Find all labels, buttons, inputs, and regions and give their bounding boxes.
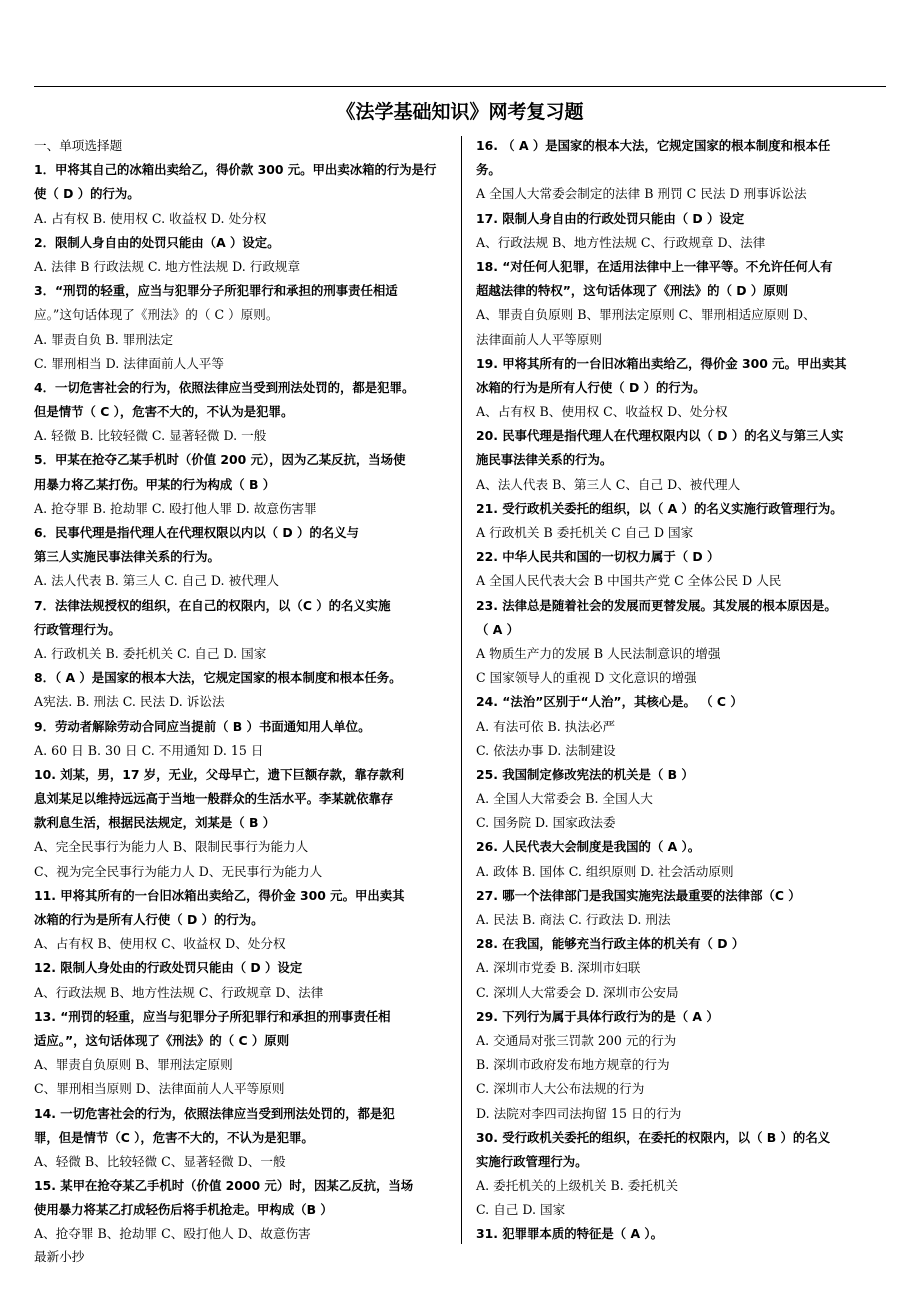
text-line: A 行政机关 B 委托机关 C 自己 D 国家 [476, 525, 694, 540]
text-line: 施民事法律关系的行为。 [476, 452, 613, 468]
text-line: 但是情节（ C ），危害不大的，不认为是犯罪。 [34, 404, 294, 420]
top-rule [34, 86, 886, 87]
text-line: A. 罪责自负 B. 罪刑法定 [34, 331, 174, 347]
text-line: A、行政法规 B、地方性法规 C、行政规章 D、法律 [34, 984, 324, 1000]
text-line: 31. 犯罪罪本质的特征是（ A ）。 [476, 1226, 663, 1242]
text-line: A宪法. B. 刑法 C. 民法 D. 诉讼法 [34, 694, 225, 710]
text-line: A、轻微 B、比较轻微 C、显著轻微 D、一般 [34, 1153, 286, 1169]
text-line: A、罪责自负原则 B、罪刑法定原则 [34, 1057, 233, 1073]
text-line: 2．限制人身自由的处罚只能由（A ）设定。 [34, 234, 280, 250]
text-line: A. 行政机关 B. 委托机关 C. 自己 D. 国家 [34, 645, 267, 661]
text-line: 1．甲将其自己的冰箱出卖给乙，得价款 300 元。甲出卖冰箱的行为是行 [34, 162, 437, 178]
text-line: 30. 受行政机关委托的组织，在委托的权限内，以（ B ）的名义 [476, 1129, 831, 1145]
text-line: 实施行政管理行为。 [476, 1153, 588, 1169]
text-line: A. 法人代表 B. 第三人 C. 自己 D. 被代理人 [34, 573, 279, 589]
text-line: A. 60 日 B. 30 日 C. 不用通知 D. 15 日 [34, 742, 264, 758]
text-line: 29. 下列行为属于具体行政行为的是（ A ） [476, 1008, 719, 1024]
text-line: 法律面前人人平等原则 [476, 331, 602, 347]
text-line: A 全国人大常委会制定的法律 B 刑罚 C 民法 D 刑事诉讼法 [476, 186, 807, 202]
left-column [34, 134, 460, 1247]
text-line: A 全国人民代表大会 B 中国共产党 C 全体公民 D 人民 [476, 573, 782, 589]
text-line: A. 法律 B 行政法规 C. 地方性法规 D. 行政规章 [34, 258, 301, 274]
text-line: A. 有法可依 B. 执法必严 [476, 718, 616, 734]
text-line: 6．民事代理是指代理人在代理权限以内以（ D ）的名义与 [34, 525, 359, 540]
text-line: A. 深圳市党委 B. 深圳市妇联 [476, 960, 641, 976]
text-line: 一、单项选择题 [34, 138, 123, 153]
right-column [476, 134, 896, 1247]
text-line: A. 占有权 B. 使用权 C. 收益权 D. 处分权 [34, 210, 267, 226]
text-line: A. 政体 B. 国体 C. 组织原则 D. 社会活动原则 [476, 863, 734, 879]
text-line: 罪，但是情节（C ），危害不大的，不认为是犯罪。 [34, 1129, 314, 1145]
text-line: 应。”这句话体现了《刑法》的（ C ）原则。 [34, 307, 279, 323]
text-line: 息刘某足以维持远远高于当地一般群众的生活水平。李某就依靠存 [34, 791, 394, 807]
text-line: 7．法律法规授权的组织，在自己的权限内，以（C ）的名义实施 [34, 597, 391, 613]
text-line: C、罪刑相当原则 D、法律面前人人平等原则 [34, 1081, 285, 1097]
text-line: 4．一切危害社会的行为，依照法律应当受到刑法处罚的，都是犯罪。 [34, 379, 415, 395]
text-line: 5．甲某在抢夺乙某手机时（价值 200 元），因为乙某反抗，当场使 [34, 452, 406, 468]
page-footer: 最新小抄 [34, 1249, 85, 1264]
text-line: （ A ） [476, 621, 519, 637]
text-line: 25. 我国制定修改宪法的机关是（ B ） [476, 766, 694, 782]
text-line: A. 交通局对张三罚款 200 元的行为 [476, 1032, 677, 1048]
text-line: A 物质生产力的发展 B 人民法制意识的增强 [476, 645, 721, 661]
text-line: 28. 在我国，能够充当行政主体的机关有（ D ） [476, 936, 745, 952]
text-line: D. 法院对李四司法拘留 15 日的行为 [476, 1105, 682, 1121]
text-line: C. 自己 D. 国家 [476, 1202, 566, 1218]
text-line: A、占有权 B、使用权 C、收益权 D、处分权 [476, 404, 728, 420]
text-line: C. 国务院 D. 国家政法委 [476, 815, 616, 831]
text-line: 18. “对任何人犯罪，在适用法律中上一律平等。不允许任何人有 [476, 258, 833, 274]
document-title: 《法学基础知识》网考复习题 [336, 101, 584, 123]
text-line: A、完全民事行为能力人 B、限制民事行为能力人 [34, 839, 309, 855]
text-line: 10. 刘某，男，17 岁，无业，父母早亡，遗下巨额存款，靠存款利 [34, 766, 404, 782]
text-line: 26. 人民代表大会制度是我国的（ A ）。 [476, 839, 701, 855]
text-line: 冰箱的行为是所有人行使（ D ）的行为。 [476, 379, 706, 395]
text-line: 16. （ A ）是国家的根本大法，它规定国家的根本制度和根本任 [476, 138, 831, 153]
text-line: 11. 甲将其所有的一台旧冰箱出卖给乙，得价金 300 元。甲出卖其 [34, 887, 405, 903]
text-line: 务。 [476, 162, 501, 178]
text-line: B. 深圳市政府发布地方规章的行为 [476, 1057, 670, 1073]
text-line: A. 轻微 B. 比较轻微 C. 显著轻微 D. 一般 [34, 428, 267, 444]
text-line: A、法人代表 B、第三人 C、自己 D、被代理人 [476, 476, 741, 492]
text-line: A、行政法规 B、地方性法规 C、行政规章 D、法律 [476, 234, 766, 250]
text-line: C、视为完全民事行为能力人 D、无民事行为能力人 [34, 863, 323, 879]
text-line: 行政管理行为。 [34, 621, 121, 637]
text-line: C 国家领导人的重视 D 文化意识的增强 [476, 670, 697, 686]
text-line: 冰箱的行为是所有人行使（ D ）的行为。 [34, 912, 264, 927]
text-line: 20. 民事代理是指代理人在代理权限内以（ D ）的名义与第三人实 [476, 428, 844, 444]
text-line: 15. 某甲在抢夺某乙手机时（价值 2000 元）时，因某乙反抗，当场 [34, 1178, 414, 1194]
text-line: 13. “刑罚的轻重，应当与犯罪分子所犯罪行和承担的刑事责任相 [34, 1008, 391, 1024]
text-line: 用暴力将乙某打伤。甲某的行为构成（ B ） [34, 476, 276, 492]
text-line: 17. 限制人身自由的行政处罚只能由（ D ）设定 [476, 210, 745, 226]
text-line: 12. 限制人身处由的行政处罚只能由（ D ）设定 [34, 960, 303, 976]
text-line: C. 深圳市人大公布法规的行为 [476, 1081, 645, 1097]
text-line: 第三人实施民事法律关系的行为。 [34, 549, 220, 565]
text-line: A、罪责自负原则 B、罪刑法定原则 C、罪刑相适应原则 D、 [476, 307, 816, 323]
text-line: 使（ D ）的行为。 [34, 186, 140, 202]
text-line: 19. 甲将其所有的一台旧冰箱出卖给乙，得价金 300 元。甲出卖其 [476, 355, 847, 371]
text-line: 21. 受行政机关委托的组织，以（ A ）的名义实施行政管理行为。 [476, 500, 843, 516]
text-line: A. 委托机关的上级机关 B. 委托机关 [476, 1178, 679, 1194]
text-line: C. 罪刑相当 D. 法律面前人人平等 [34, 355, 224, 371]
column-divider [461, 136, 462, 1244]
text-line: A、占有权 B、使用权 C、收益权 D、处分权 [34, 936, 286, 952]
text-line: A. 抢夺罪 B. 抢劫罪 C. 殴打他人罪 D. 故意伤害罪 [34, 500, 317, 516]
text-line: 8．（ A ）是国家的根本大法，它规定国家的根本制度和根本任务。 [34, 670, 402, 686]
text-line: 9．劳动者解除劳动合同应当提前（ B ）书面通知用人单位。 [34, 718, 371, 734]
text-line: A. 全国人大常委会 B. 全国人大 [476, 791, 653, 807]
text-line: 3．“刑罚的轻重，应当与犯罪分子所犯罪行和承担的刑事责任相适 [34, 283, 398, 299]
text-line: C. 依法办事 D. 法制建设 [476, 742, 616, 758]
text-line: 24. “法治”区别于“人治”，其核心是。 （ C ） [476, 694, 743, 710]
text-line: 使用暴力将某乙打成轻伤后将手机抢走。甲构成（B ） [34, 1202, 333, 1218]
text-line: C. 深圳人大常委会 D. 深圳市公安局 [476, 984, 679, 1000]
text-line: A、抢夺罪 B、抢劫罪 C、殴打他人 D、故意伤害 [34, 1226, 311, 1242]
text-line: 23. 法律总是随着社会的发展而更替发展。其发展的根本原因是。 [476, 597, 837, 613]
text-line: 超越法律的特权”，这句话体现了《刑法》的（ D ）原则 [476, 283, 789, 299]
text-line: 款利息生活，根据民法规定，刘某是（ B ） [34, 815, 276, 831]
text-line: 27. 哪一个法律部门是我国实施宪法最重要的法律部（C ） [476, 887, 801, 903]
text-line: 适应。”，这句话体现了《刑法》的（ C ）原则 [34, 1032, 290, 1048]
text-line: 22. 中华人民共和国的一切权力属于（ D ） [476, 549, 720, 565]
text-line: A. 民法 B. 商法 C. 行政法 D. 刑法 [476, 912, 671, 927]
text-line: 14. 一切危害社会的行为，依照法律应当受到刑法处罚的，都是犯 [34, 1105, 395, 1121]
